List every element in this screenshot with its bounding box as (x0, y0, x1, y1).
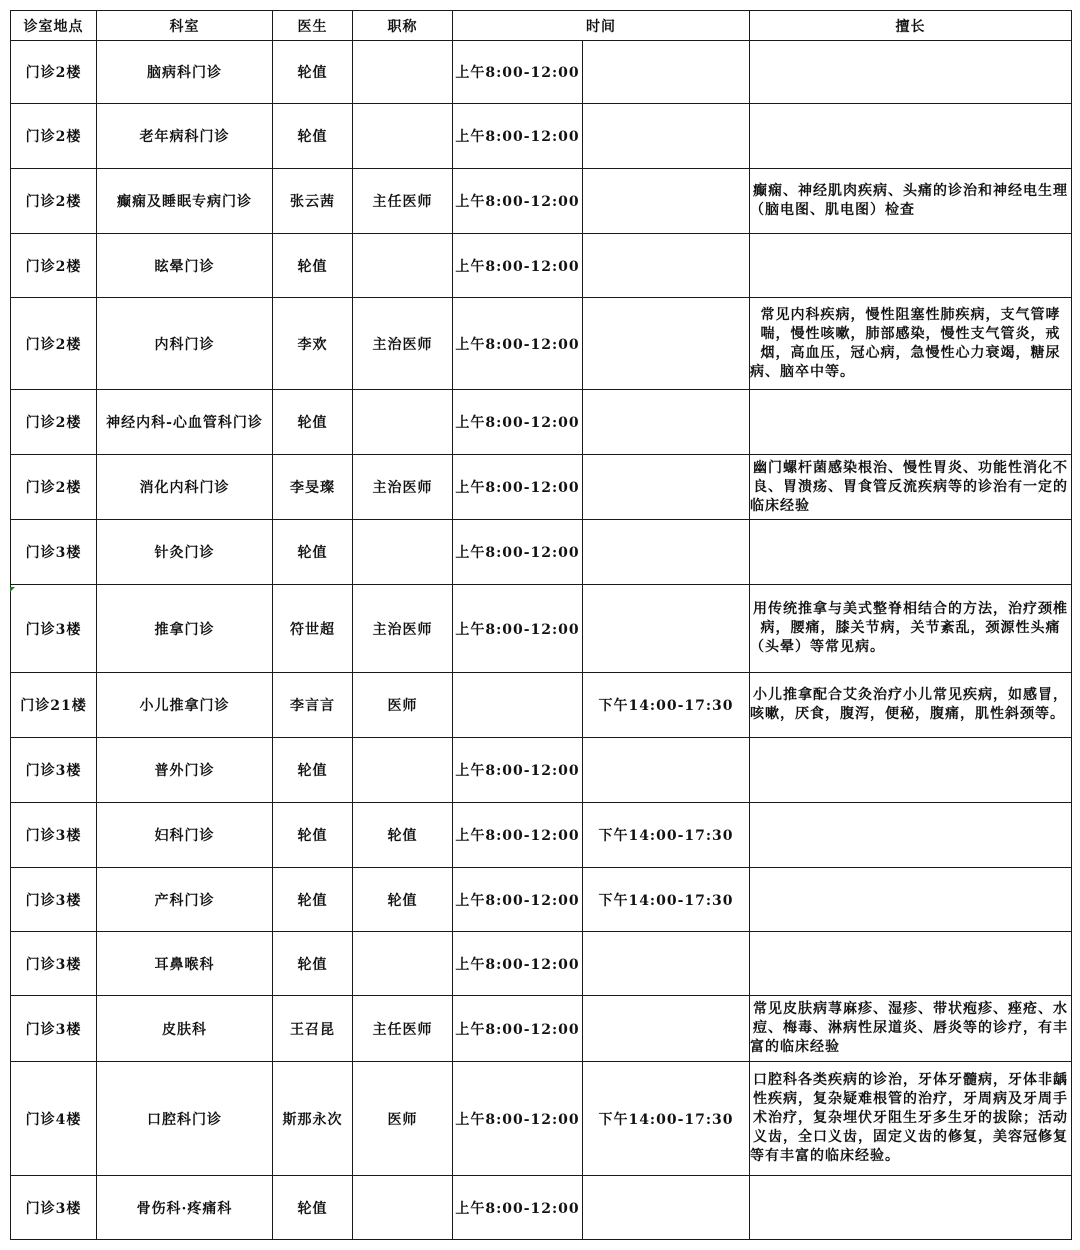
cell-time-morning: 上午8:00-12:00 (453, 868, 583, 932)
cell-title (353, 104, 453, 169)
cell-department: 产科门诊 (97, 868, 273, 932)
cell-time-morning: 上午8:00-12:00 (453, 104, 583, 169)
cell-location: 门诊4楼 (11, 1062, 97, 1176)
table-row (11, 520, 1072, 585)
cell-location: 门诊3楼 (11, 585, 97, 673)
cell-specialty (750, 868, 1072, 932)
cell-doctor: 符世超 (273, 585, 353, 673)
cell-time-morning: 上午8:00-12:00 (453, 1176, 583, 1240)
cell-location: 门诊3楼 (11, 1176, 97, 1240)
cell-title: 主任医师 (353, 169, 453, 234)
cell-specialty (750, 738, 1072, 803)
cell-time-morning: 上午8:00-12:00 (453, 390, 583, 455)
cell-time-morning: 上午8:00-12:00 (453, 298, 583, 390)
cell-title: 主治医师 (353, 455, 453, 520)
cell-doctor: 李言言 (273, 673, 353, 738)
cell-department: 皮肤科 (97, 996, 273, 1062)
cell-time-morning (453, 673, 583, 738)
table-row (11, 41, 1072, 104)
cell-time-morning: 上午8:00-12:00 (453, 1062, 583, 1176)
table-row (11, 234, 1072, 298)
cell-doctor: 轮值 (273, 104, 353, 169)
cell-title: 轮值 (353, 868, 453, 932)
cell-specialty (750, 234, 1072, 298)
table-row (11, 738, 1072, 803)
header-department: 科室 (97, 11, 273, 41)
cell-time-afternoon: 下午14:00-17:30 (583, 803, 750, 868)
table-row (11, 932, 1072, 996)
cell-department: 推拿门诊 (97, 585, 273, 673)
cell-title: 轮值 (353, 803, 453, 868)
cell-time-morning: 上午8:00-12:00 (453, 585, 583, 673)
table-row (11, 1062, 1072, 1176)
cell-time-morning: 上午8:00-12:00 (453, 169, 583, 234)
table-row (11, 585, 1072, 673)
cell-time-morning: 上午8:00-12:00 (453, 932, 583, 996)
cell-time-morning: 上午8:00-12:00 (453, 996, 583, 1062)
cell-doctor: 王召昆 (273, 996, 353, 1062)
cell-doctor: 轮值 (273, 868, 353, 932)
cell-department: 针灸门诊 (97, 520, 273, 585)
cell-title: 医师 (353, 673, 453, 738)
table-header-row (11, 11, 1072, 41)
cell-title (353, 41, 453, 104)
cell-specialty: 常见皮肤病荨麻疹、湿疹、带状疱疹、痤疮、水痘、梅毒、淋病性尿道炎、唇炎等的诊疗，有丰富的临床经验 (750, 996, 1072, 1062)
cell-specialty: 小儿推拿配合艾灸治疗小儿常见疾病，如感冒，咳嗽，厌食，腹泻，便秘，腹痛，肌性斜颈等。 (750, 673, 1072, 738)
cell-doctor: 斯那永次 (273, 1062, 353, 1176)
cell-doctor: 李旻璨 (273, 455, 353, 520)
cell-specialty: 幽门螺杆菌感染根治、慢性胃炎、功能性消化不良、胃溃疡、胃食管反流疾病等的诊治有一定的临床经验 (750, 455, 1072, 520)
table-row (11, 1176, 1072, 1240)
cell-doctor: 轮值 (273, 390, 353, 455)
cell-time-morning: 上午8:00-12:00 (453, 520, 583, 585)
cell-specialty: 口腔科各类疾病的诊治，牙体牙髓病，牙体非龋性疾病，复杂疑难根管的治疗，牙周病及牙周手术治疗，复杂埋伏牙阻生牙多生牙的拔除；活动义齿，全口义齿，固定义齿的修复，美容冠修复等有丰富的临床经验。 (750, 1062, 1072, 1176)
header-location: 诊室地点 (11, 11, 97, 41)
cell-time-morning: 上午8:00-12:00 (453, 738, 583, 803)
table-row (11, 803, 1072, 868)
cell-department: 耳鼻喉科 (97, 932, 273, 996)
cell-time-afternoon (583, 234, 750, 298)
cell-location: 门诊3楼 (11, 520, 97, 585)
cell-location: 门诊3楼 (11, 803, 97, 868)
cell-doctor: 轮值 (273, 41, 353, 104)
cell-location: 门诊3楼 (11, 738, 97, 803)
cell-department: 老年病科门诊 (97, 104, 273, 169)
cell-doctor: 轮值 (273, 803, 353, 868)
table-row (11, 673, 1072, 738)
cell-time-afternoon (583, 1176, 750, 1240)
cell-time-afternoon (583, 169, 750, 234)
cell-time-afternoon: 下午14:00-17:30 (583, 868, 750, 932)
cell-doctor: 轮值 (273, 234, 353, 298)
cell-location: 门诊3楼 (11, 996, 97, 1062)
cell-department: 内科门诊 (97, 298, 273, 390)
cell-department: 普外门诊 (97, 738, 273, 803)
cell-specialty (750, 104, 1072, 169)
cell-location: 门诊2楼 (11, 41, 97, 104)
cell-title: 医师 (353, 1062, 453, 1176)
cell-title (353, 234, 453, 298)
table-row (11, 298, 1072, 390)
cell-doctor: 轮值 (273, 932, 353, 996)
cell-specialty (750, 803, 1072, 868)
cell-title: 主治医师 (353, 298, 453, 390)
cell-time-afternoon (583, 738, 750, 803)
cell-time-morning: 上午8:00-12:00 (453, 234, 583, 298)
header-doctor: 医生 (273, 11, 353, 41)
cell-location: 门诊2楼 (11, 298, 97, 390)
cell-doctor: 张云茜 (273, 169, 353, 234)
table-row (11, 455, 1072, 520)
cell-location: 门诊2楼 (11, 169, 97, 234)
cell-time-afternoon: 下午14:00-17:30 (583, 1062, 750, 1176)
cell-department: 骨伤科·疼痛科 (97, 1176, 273, 1240)
cell-location: 门诊2楼 (11, 104, 97, 169)
cell-location: 门诊2楼 (11, 234, 97, 298)
cell-department: 消化内科门诊 (97, 455, 273, 520)
cell-title (353, 1176, 453, 1240)
cell-specialty: 用传统推拿与美式整脊相结合的方法，治疗颈椎病，腰痛，膝关节病，关节紊乱，颈源性头痛（头晕）等常见病。 (750, 585, 1072, 673)
clinic-schedule-table (10, 10, 1072, 1240)
cell-doctor: 轮值 (273, 520, 353, 585)
cell-location: 门诊21楼 (11, 673, 97, 738)
cell-time-afternoon (583, 932, 750, 996)
cell-time-afternoon: 下午14:00-17:30 (583, 673, 750, 738)
cell-time-morning: 上午8:00-12:00 (453, 41, 583, 104)
cell-time-morning: 上午8:00-12:00 (453, 455, 583, 520)
cell-department: 妇科门诊 (97, 803, 273, 868)
cell-specialty (750, 520, 1072, 585)
cell-specialty (750, 41, 1072, 104)
cell-specialty: 癫痫、神经肌肉疾病、头痛的诊治和神经电生理（脑电图、肌电图）检查 (750, 169, 1072, 234)
table-row (11, 104, 1072, 169)
cell-title (353, 738, 453, 803)
cell-comment-marker-icon (10, 587, 15, 592)
header-time: 时间 (453, 11, 750, 41)
cell-title: 主任医师 (353, 996, 453, 1062)
table-row (11, 169, 1072, 234)
cell-time-afternoon (583, 455, 750, 520)
cell-doctor: 轮值 (273, 738, 353, 803)
cell-time-afternoon (583, 585, 750, 673)
cell-time-afternoon (583, 996, 750, 1062)
cell-specialty (750, 932, 1072, 996)
cell-location: 门诊3楼 (11, 932, 97, 996)
cell-specialty (750, 390, 1072, 455)
cell-time-afternoon (583, 520, 750, 585)
cell-department: 口腔科门诊 (97, 1062, 273, 1176)
table-row (11, 390, 1072, 455)
cell-location: 门诊3楼 (11, 868, 97, 932)
cell-time-afternoon (583, 390, 750, 455)
cell-doctor: 李欢 (273, 298, 353, 390)
cell-department: 神经内科-心血管科门诊 (97, 390, 273, 455)
table-row (11, 868, 1072, 932)
cell-time-morning: 上午8:00-12:00 (453, 803, 583, 868)
cell-department: 癫痫及睡眠专病门诊 (97, 169, 273, 234)
cell-doctor: 轮值 (273, 1176, 353, 1240)
cell-department: 脑病科门诊 (97, 41, 273, 104)
cell-title: 主治医师 (353, 585, 453, 673)
header-title: 职称 (353, 11, 453, 41)
cell-specialty (750, 1176, 1072, 1240)
cell-time-afternoon (583, 298, 750, 390)
header-specialty: 擅长 (750, 11, 1072, 41)
table-row (11, 996, 1072, 1062)
cell-title (353, 390, 453, 455)
cell-title (353, 932, 453, 996)
cell-location: 门诊2楼 (11, 455, 97, 520)
cell-department: 眩晕门诊 (97, 234, 273, 298)
cell-time-afternoon (583, 41, 750, 104)
cell-specialty: 常见内科疾病，慢性阻塞性肺疾病，支气管哮喘，慢性咳嗽，肺部感染，慢性支气管炎，戒烟，高血压，冠心病，急慢性心力衰竭，糖尿病、脑卒中等。 (750, 298, 1072, 390)
cell-department: 小儿推拿门诊 (97, 673, 273, 738)
cell-time-afternoon (583, 104, 750, 169)
cell-location: 门诊2楼 (11, 390, 97, 455)
cell-title (353, 520, 453, 585)
